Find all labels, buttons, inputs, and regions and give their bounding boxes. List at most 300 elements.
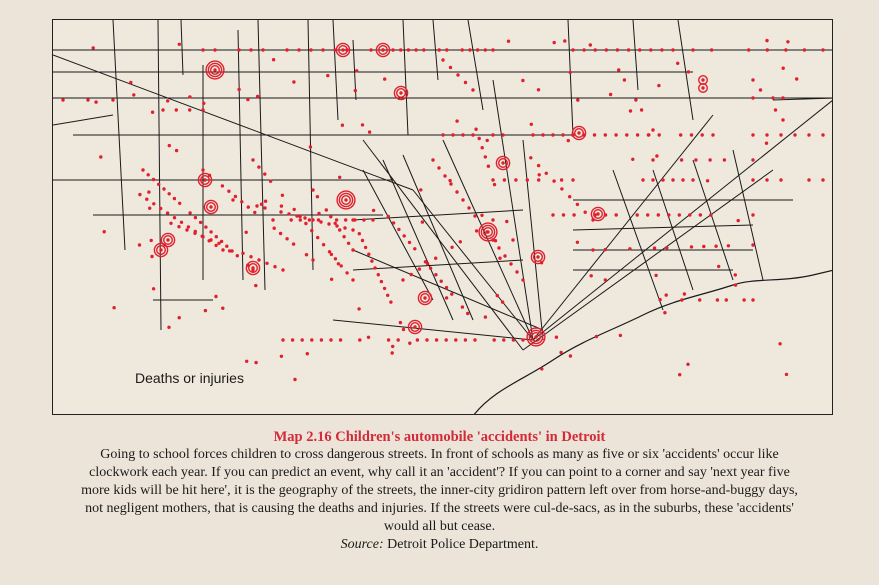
accident-dot: [372, 209, 375, 212]
accident-dot: [351, 228, 354, 231]
accident-dot: [201, 168, 204, 171]
accident-dot: [280, 355, 283, 358]
accident-dot: [491, 178, 494, 181]
accident-dot: [166, 99, 169, 102]
accident-dot: [468, 48, 471, 51]
accident-dot: [766, 48, 769, 51]
accident-dot: [694, 158, 697, 161]
accident-dot: [403, 234, 406, 237]
accident-dot: [309, 48, 312, 51]
accident-dot: [649, 48, 652, 51]
street: [181, 20, 183, 75]
accident-dot: [234, 195, 237, 198]
accident-dot: [678, 213, 681, 216]
street: [678, 20, 693, 120]
accident-dot: [383, 287, 386, 290]
caption-line: would all but cease.: [383, 519, 496, 534]
accident-dot: [765, 142, 768, 145]
accident-dot: [782, 67, 785, 70]
accident-dot: [326, 74, 329, 77]
accident-dot: [751, 243, 754, 246]
accident-dot: [386, 294, 389, 297]
accident-dot: [340, 264, 343, 267]
accident-dot: [576, 203, 579, 206]
accident-dot: [150, 239, 153, 242]
accident-dot: [751, 178, 754, 181]
accident-dot: [443, 174, 446, 177]
accident-dot: [225, 245, 228, 248]
accident-dot: [781, 118, 784, 121]
accident-dot: [178, 43, 181, 46]
accident-dot: [638, 48, 641, 51]
accident-dot: [306, 352, 309, 355]
accident-dot: [541, 133, 544, 136]
accident-dot: [338, 176, 341, 179]
source-value: Detroit Police Department.: [387, 537, 539, 552]
accident-dot: [237, 88, 240, 91]
accident-dot: [628, 247, 631, 250]
accident-dot: [572, 213, 575, 216]
street: [53, 115, 113, 125]
accident-dot: [201, 48, 204, 51]
accident-dot: [215, 235, 218, 238]
accident-dot: [370, 259, 373, 262]
street: [533, 100, 833, 340]
accident-dot: [367, 336, 370, 339]
accident-dot: [604, 133, 607, 136]
accident-dot: [341, 124, 344, 127]
accident-dot: [625, 133, 628, 136]
accident-dot: [473, 338, 476, 341]
accident-dot: [285, 237, 288, 240]
accident-dot: [132, 93, 135, 96]
accident-dot: [322, 243, 325, 246]
accident-dot: [245, 231, 248, 234]
accident-dot: [94, 100, 97, 103]
accident-dot: [410, 273, 413, 276]
accident-dot: [567, 139, 570, 142]
accident-dot: [377, 273, 380, 276]
accident-dot: [562, 213, 565, 216]
detroit-accident-map: [53, 20, 833, 415]
accident-dot: [317, 218, 320, 221]
accident-dot: [339, 338, 342, 341]
accident-dot: [178, 202, 181, 205]
accident-dot: [699, 213, 702, 216]
accident-dot: [209, 238, 212, 241]
accident-dot: [152, 178, 155, 181]
accident-dot: [421, 220, 424, 223]
accident-dot: [357, 307, 360, 310]
accident-dot: [399, 91, 402, 94]
accident-dot: [784, 48, 787, 51]
accident-dot: [371, 218, 374, 221]
accident-dot: [751, 96, 754, 99]
accident-dot: [228, 249, 231, 252]
accident-dot: [380, 280, 383, 283]
accident-dot: [334, 257, 337, 260]
accident-dot: [691, 48, 694, 51]
accident-dot: [437, 166, 440, 169]
accident-dot: [423, 296, 426, 299]
accident-dot: [531, 133, 534, 136]
accident-dot: [657, 84, 660, 87]
accident-dot: [221, 307, 224, 310]
accident-dot: [309, 145, 312, 148]
accident-dot: [701, 78, 704, 81]
accident-dot: [310, 338, 313, 341]
accident-dot: [204, 309, 207, 312]
street: [353, 260, 523, 270]
street: [468, 20, 483, 110]
accident-dot: [435, 338, 438, 341]
accident-dot: [271, 218, 274, 221]
accident-dot: [221, 184, 224, 187]
accident-dot: [320, 338, 323, 341]
accident-dot: [559, 351, 562, 354]
accident-dot: [501, 300, 504, 303]
accident-dot: [341, 48, 344, 51]
accident-dot: [716, 298, 719, 301]
accident-dot: [679, 133, 682, 136]
accident-dot: [515, 270, 518, 273]
accident-dot: [112, 306, 115, 309]
accident-clusters: [154, 43, 707, 346]
accident-dot: [397, 338, 400, 341]
accident-dot: [526, 178, 529, 181]
accident-dot: [175, 149, 178, 152]
caption-title: Map 2.16 Children's automobile 'accidents' in Detroit: [273, 429, 606, 445]
accident-dot: [402, 328, 405, 331]
accident-dot: [362, 218, 365, 221]
accident-dot: [459, 240, 462, 243]
accident-dot: [486, 230, 489, 233]
accident-dot: [614, 133, 617, 136]
accident-dot: [416, 338, 419, 341]
accident-dot: [438, 48, 441, 51]
accident-dot: [202, 102, 205, 105]
accident-dot: [431, 158, 434, 161]
accident-dot: [213, 68, 216, 71]
street: [258, 20, 265, 290]
accident-dot: [281, 338, 284, 341]
accident-dot: [255, 204, 258, 207]
accident-dot: [249, 48, 252, 51]
accident-dot: [152, 202, 155, 205]
accident-dot: [381, 48, 384, 51]
accident-dot: [646, 213, 649, 216]
accident-dot: [180, 221, 183, 224]
accident-dot: [594, 48, 597, 51]
accident-dot: [561, 133, 564, 136]
accident-dot: [342, 235, 345, 238]
accident-dot: [604, 278, 607, 281]
accident-dot: [413, 247, 416, 250]
caption-line: Going to school forces children to cross dangerous streets. In front of schools as many as five or six 'accidents' occur like: [100, 447, 779, 462]
accident-dot: [658, 298, 661, 301]
accident-dot: [596, 212, 599, 215]
accident-dot: [86, 98, 89, 101]
accident-dot: [481, 146, 484, 149]
accident-dot: [536, 255, 539, 258]
accident-dot: [308, 218, 311, 221]
accident-dot: [213, 48, 216, 51]
accident-dot: [560, 178, 563, 181]
accident-dot: [701, 133, 704, 136]
accident-dot: [194, 216, 197, 219]
accident-dot: [467, 206, 470, 209]
accident-dot: [141, 168, 144, 171]
accident-dot: [425, 338, 428, 341]
accident-dot: [383, 77, 386, 80]
accident-dot: [636, 133, 639, 136]
accident-dot: [167, 326, 170, 329]
accident-dot: [514, 178, 517, 181]
accident-dot: [204, 225, 207, 228]
accident-dot: [461, 133, 464, 136]
accident-dot: [571, 48, 574, 51]
accident-dot: [387, 338, 390, 341]
accident-dot: [287, 212, 290, 215]
accident-dot: [491, 218, 494, 221]
accident-dot: [560, 187, 563, 190]
accident-dot: [401, 278, 404, 281]
accident-dot: [450, 292, 453, 295]
accident-dot: [159, 207, 162, 210]
street: [653, 170, 693, 290]
accident-dot: [590, 274, 593, 277]
accident-dot: [445, 48, 448, 51]
accident-dot: [111, 98, 114, 101]
accident-dot: [623, 78, 626, 81]
accident-dot: [173, 216, 176, 219]
accident-dot: [361, 239, 364, 242]
accident-dot: [265, 262, 268, 265]
accident-dot: [361, 123, 364, 126]
street: [533, 115, 713, 340]
accident-dot: [166, 211, 169, 214]
accident-dot: [422, 48, 425, 51]
accident-dot: [281, 194, 284, 197]
accident-dot: [151, 111, 154, 114]
accident-dot: [185, 228, 188, 231]
accident-dot: [636, 213, 639, 216]
accident-dot: [727, 244, 730, 247]
accident-dot: [765, 178, 768, 181]
accident-dot: [245, 360, 248, 363]
accident-dot: [555, 336, 558, 339]
street: [403, 20, 408, 135]
accident-dot: [537, 164, 540, 167]
accident-dot: [665, 293, 668, 296]
accident-dot: [751, 298, 754, 301]
street: [238, 30, 243, 280]
accident-dot: [279, 232, 282, 235]
accident-dot: [138, 193, 141, 196]
accident-dot: [461, 48, 464, 51]
accident-dot: [751, 213, 754, 216]
accident-dot: [329, 215, 332, 218]
accident-dot: [493, 183, 496, 186]
accident-dot: [678, 373, 681, 376]
accident-dot: [260, 203, 263, 206]
accident-dot: [193, 232, 196, 235]
accident-dot: [351, 248, 354, 251]
accident-dot: [725, 298, 728, 301]
accident-dot: [690, 245, 693, 248]
accident-dot: [634, 98, 637, 101]
accident-dot: [369, 48, 372, 51]
accident-dot: [343, 226, 346, 229]
accident-dot: [214, 295, 217, 298]
accident-dot: [577, 131, 580, 134]
accident-dot: [408, 342, 411, 345]
accident-dot: [591, 248, 594, 251]
street: [158, 20, 161, 330]
accident-dot: [497, 246, 500, 249]
accident-dot: [397, 228, 400, 231]
accident-dot: [691, 178, 694, 181]
accident-dot: [734, 273, 737, 276]
accident-dot: [316, 195, 319, 198]
accident-dot: [217, 242, 220, 245]
accident-dot: [317, 212, 320, 215]
accident-dot: [150, 255, 153, 258]
street: [363, 140, 523, 350]
accident-dot: [821, 133, 824, 136]
accident-dot: [604, 248, 607, 251]
accident-dot: [261, 48, 264, 51]
accident-dot: [486, 139, 489, 142]
accident-dot: [553, 41, 556, 44]
accident-dot: [569, 71, 572, 74]
accident-dot: [293, 208, 296, 211]
accident-dot: [399, 48, 402, 51]
accident-dot: [293, 378, 296, 381]
accident-dot: [509, 262, 512, 265]
accident-dot: [631, 158, 634, 161]
accident-dot: [355, 69, 358, 72]
accident-dot: [747, 48, 750, 51]
street: [363, 170, 433, 300]
accident-dot: [742, 298, 745, 301]
accident-dot: [426, 262, 429, 265]
accident-dot: [751, 78, 754, 81]
accident-dot: [537, 178, 540, 181]
accident-dot: [269, 180, 272, 183]
accident-dot: [316, 236, 319, 239]
accident-dot: [203, 178, 206, 181]
accident-dot: [617, 68, 620, 71]
accident-dot: [765, 39, 768, 42]
accident-dot: [671, 48, 674, 51]
accident-dot: [667, 213, 670, 216]
accident-dot: [537, 88, 540, 91]
accident-dot: [665, 246, 668, 249]
accident-dot: [201, 235, 204, 238]
accident-dot: [658, 133, 661, 136]
accident-dot: [785, 373, 788, 376]
accident-dot: [330, 253, 333, 256]
accident-dot: [441, 133, 444, 136]
accident-dot: [706, 179, 709, 182]
accident-dot: [491, 48, 494, 51]
accident-dot: [148, 207, 151, 210]
accident-dot: [344, 218, 347, 221]
accident-dot: [285, 48, 288, 51]
accident-dot: [345, 271, 348, 274]
accident-dot: [688, 213, 691, 216]
accident-dot: [538, 173, 541, 176]
accident-dot: [651, 178, 654, 181]
accident-dot: [661, 178, 664, 181]
accident-dot: [711, 133, 714, 136]
accident-dot: [455, 119, 458, 122]
accident-dot: [161, 108, 164, 111]
caption: [0, 428, 879, 554]
accident-dot: [473, 214, 476, 217]
accident-dot: [301, 338, 304, 341]
accident-dot: [237, 48, 240, 51]
accident-dot: [781, 96, 784, 99]
accident-dot: [461, 198, 464, 201]
accident-dot: [414, 48, 417, 51]
accident-dot: [391, 345, 394, 348]
accident-dot: [187, 225, 190, 228]
accident-dot: [708, 158, 711, 161]
accident-dot: [373, 266, 376, 269]
accident-dot: [358, 338, 361, 341]
accident-dot: [629, 109, 632, 112]
accident-dot: [99, 155, 102, 158]
accident-dot: [464, 338, 467, 341]
accident-dot: [647, 133, 650, 136]
street: [733, 150, 763, 280]
source-label: Source:: [340, 537, 384, 552]
accident-dot: [484, 155, 487, 158]
accident-dot: [227, 190, 230, 193]
accident-dot: [338, 228, 341, 231]
street: [573, 225, 753, 230]
accident-dot: [605, 48, 608, 51]
accident-dot: [354, 89, 357, 92]
accident-dot: [589, 43, 592, 46]
accident-dot: [512, 338, 515, 341]
accident-dot: [701, 86, 704, 89]
accident-dot: [169, 222, 172, 225]
accident-dot: [368, 130, 371, 133]
accident-dot: [771, 96, 774, 99]
accident-dot: [521, 79, 524, 82]
accident-dot: [653, 246, 656, 249]
accident-dot: [660, 48, 663, 51]
accident-dot: [389, 300, 392, 303]
accident-dot: [576, 241, 579, 244]
accident-dot: [434, 257, 437, 260]
accident-dot: [540, 367, 543, 370]
accident-dot: [129, 81, 132, 84]
accident-dot: [563, 39, 566, 42]
accident-dot: [251, 266, 254, 269]
accident-dot: [582, 48, 585, 51]
accident-dot: [310, 229, 313, 232]
accident-dot: [157, 183, 160, 186]
accident-dot: [807, 133, 810, 136]
accident-dot: [778, 342, 781, 345]
accident-dot: [496, 294, 499, 297]
accident-dot: [214, 244, 217, 247]
accident-dot: [786, 40, 789, 43]
